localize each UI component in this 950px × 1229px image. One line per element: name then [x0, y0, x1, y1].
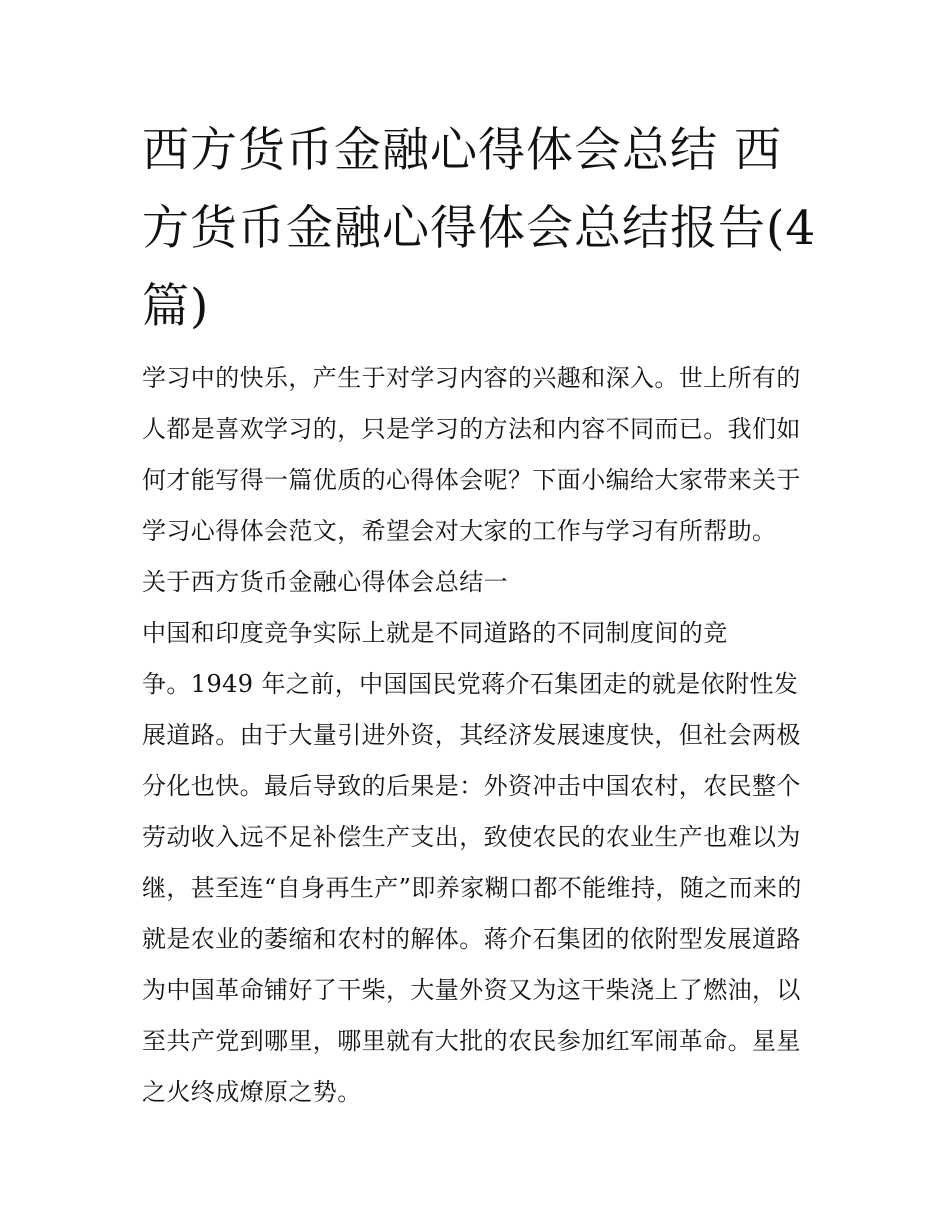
intro-line-4: 学习心得体会范文，希望会对大家的工作与学习有所帮助。 — [142, 517, 777, 545]
body-line-2: 争。1949 年之前，中国国民党蒋介石集团走的就是依附性发 — [142, 670, 799, 698]
intro-line-3: 何才能写得一篇优质的心得体会呢？下面小编给大家带来关于 — [142, 466, 801, 494]
intro-line-2: 人都是喜欢学习的，只是学习的方法和内容不同而已。我们如 — [142, 415, 801, 443]
section-heading: 关于西方货币金融心得体会总结一 — [142, 568, 508, 596]
body-line-3: 展道路。由于大量引进外资，其经济发展速度快，但社会两极 — [142, 721, 801, 749]
body-line-5: 劳动收入远不足补偿生产支出，致使农民的农业生产也难以为 — [142, 823, 801, 851]
body-line-7: 就是农业的萎缩和农村的解体。蒋介石集团的依附型发展道路 — [142, 925, 801, 953]
body-line-6: 继，甚至连“自身再生产”即养家糊口都不能维持，随之而来的 — [142, 874, 802, 902]
body-line-1: 中国和印度竞争实际上就是不同道路的不同制度间的竞 — [142, 619, 728, 647]
body-line-9: 至共产党到哪里，哪里就有大批的农民参加红军闹革命。星星 — [142, 1027, 801, 1055]
document-title: 西方货币金融心得体会总结 西方货币金融心得体会总结报告(4篇) — [142, 123, 817, 334]
body-line-8: 为中国革命铺好了干柴，大量外资又为这干柴浇上了燃油，以 — [142, 976, 801, 1004]
intro-line-1: 学习中的快乐，产生于对学习内容的兴趣和深入。世上所有的 — [142, 364, 801, 392]
body-line-4: 分化也快。最后导致的后果是：外资冲击中国农村，农民整个 — [142, 772, 801, 800]
body-line-10: 之火终成燎原之势。 — [142, 1078, 362, 1106]
